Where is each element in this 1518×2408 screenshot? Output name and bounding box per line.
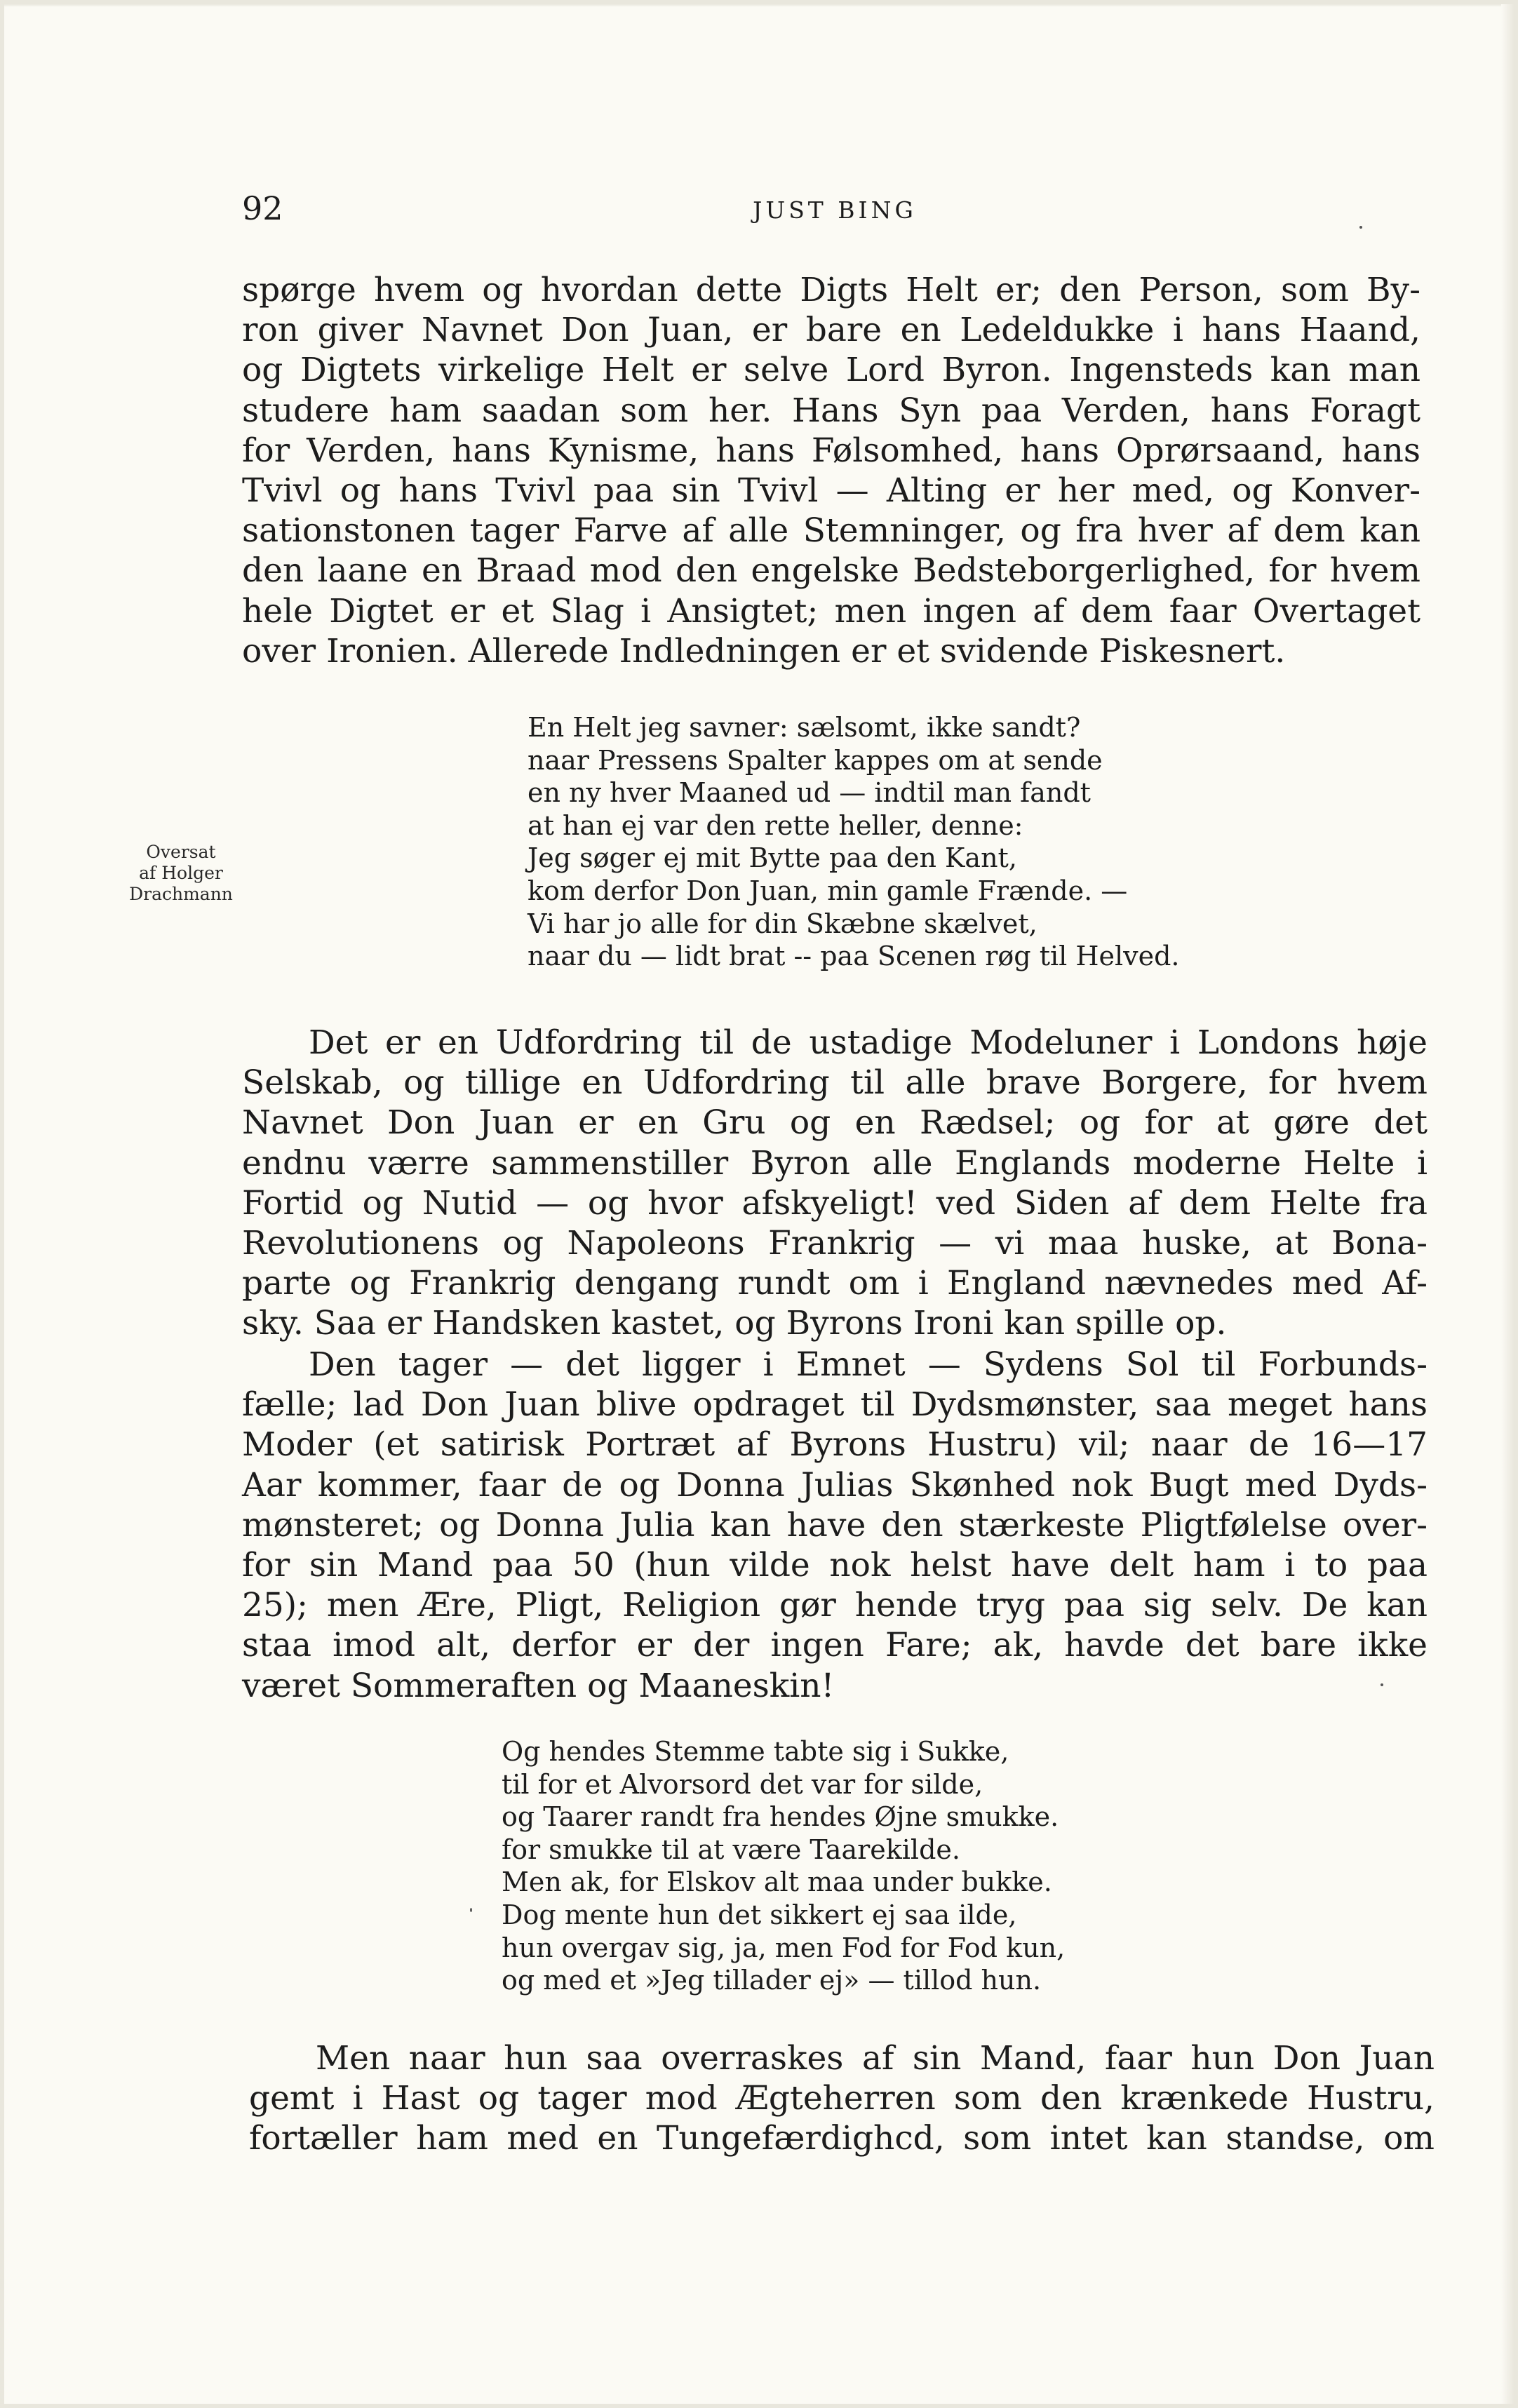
print-speck	[1381, 1683, 1383, 1686]
verse-line: naar du — lidt brat -- paa Scenen røg til Helved.	[528, 941, 1180, 972]
text-line: staa imod alt, derfor er der ingen Fare; ak, havde det bare ikke	[242, 1626, 1428, 1665]
text-line: været Sommeraften og Maaneskin!	[242, 1666, 835, 1705]
verse-quote-2	[502, 1735, 1065, 1997]
text-line: fortæller ham med en Tungefærdighcd, som intet kan standse, om	[249, 2119, 1435, 2158]
text-line: Revolutionens og Napoleons Frankrig — vi maa huske, at Bona-	[242, 1224, 1428, 1263]
verse-line: Men ak, for Elskov alt maa under bukke.	[502, 1866, 1052, 1898]
text-line: hele Digtet er et Slag i Ansigtet; men ingen af dem faar Overtaget	[242, 591, 1420, 631]
text-line: parte og Frankrig dengang rundt om i England nævnedes med Af-	[242, 1264, 1428, 1303]
text-line: gemt i Hast og tager mod Ægteherren som den krænkede Hustru,	[249, 2079, 1435, 2118]
text-line: Aar kommer, faar de og Donna Julias Skønhed nok Bugt med Dyds-	[242, 1465, 1428, 1505]
paragraph-2	[242, 1023, 1428, 1344]
text-line: 25); men Ære, Pligt, Religion gør hende tryg paa sig selv. De kan	[242, 1586, 1428, 1625]
verse-line: Vi har jo alle for din Skæbne skælvet,	[528, 908, 1037, 939]
verse-line: Jeg søger ej mit Bytte paa den Kant,	[528, 842, 1017, 874]
text-line: Selskab, og tillige en Udfordring til alle brave Borgere, for hvem	[242, 1063, 1428, 1103]
print-speck	[470, 1908, 472, 1912]
verse-line: at han ej var den rette heller, denne:	[528, 809, 1023, 841]
text-line: spørge hvem og hvordan dette Digts Helt er; den Person, som By-	[242, 271, 1420, 309]
paragraph-4	[249, 2038, 1435, 2159]
text-line: Tvivl og hans Tvivl paa sin Tvivl — Alting er her med, og Konver-	[242, 471, 1420, 511]
text-line: for sin Mand paa 50 (hun vilde nok helst have delt ham i to paa	[242, 1546, 1428, 1585]
text-line: fælle; lad Don Juan blive opdraget til Dydsmønster, saa meget hans	[242, 1385, 1428, 1425]
text-line: den laane en Braad mod den engelske Bedsteborgerlighed, for hvem	[242, 551, 1420, 591]
verse-line: til for et Alvorsord det var for silde,	[502, 1768, 983, 1800]
text-line: sationstonen tager Farve af alle Stemninger, og fra hver af dem kan	[242, 511, 1420, 551]
page-top-edge	[0, 0, 1518, 7]
page-right-edge	[1501, 0, 1518, 2408]
margin-note-line: Oversat	[146, 842, 216, 862]
text-line: over Ironien. Allerede Indledningen er et svidende Piskesnert.	[242, 631, 1286, 671]
verse-line: Dog mente hun det sikkert ej saa ilde,	[502, 1899, 1017, 1930]
verse-line: En Helt jeg savner: sælsomt, ikke sandt?	[528, 712, 1081, 743]
text-line: Fortid og Nutid — og hvor afskyeligt! ved Siden af dem Helte fra	[242, 1183, 1428, 1223]
text-line: endnu værre sammenstiller Byron alle Englands moderne Helte i	[242, 1143, 1428, 1183]
running-header	[242, 189, 1428, 231]
verse-line: og med et »Jeg tillader ej» — tillod hun.	[502, 1965, 1042, 1996]
verse-line: for smukke til at være Taarekilde.	[502, 1834, 960, 1865]
text-line: studere ham saadan som her. Hans Syn paa Verden, hans Foragt	[242, 391, 1420, 430]
header-title: JUST BING	[753, 196, 917, 224]
text-line: Men naar hun saa overraskes af sin Mand, faar hun Don Juan	[316, 2039, 1435, 2078]
text-line: sky. Saa er Handsken kastet, og Byrons Ironi kan spille op.	[242, 1304, 1227, 1343]
verse-line: hun overgav sig, ja, men Fod for Fod kun,	[502, 1932, 1066, 1963]
text-line: Det er en Udfordring til de ustadige Modeluner i Londons høje	[309, 1023, 1428, 1062]
verse-line: Og hendes Stemme tabte sig i Sukke,	[502, 1736, 1009, 1767]
page-number: 92	[242, 189, 283, 227]
text-line: og Digtets virkelige Helt er selve Lord Byron. Ingensteds kan man	[242, 351, 1420, 390]
print-speck	[1359, 226, 1362, 229]
margin-note	[118, 842, 244, 905]
verse-quote-1	[528, 711, 1180, 973]
margin-note-line: af Holger	[139, 863, 223, 883]
margin-note-line: Drachmann	[129, 884, 233, 904]
text-line: Den tager — det ligger i Emnet — Sydens Sol til Forbunds-	[309, 1345, 1428, 1384]
text-line: ron giver Navnet Don Juan, er bare en Ledeldukke i hans Haand,	[242, 311, 1420, 350]
verse-line: kom derfor Don Juan, min gamle Frænde. —	[528, 875, 1128, 906]
paragraph-3	[242, 1345, 1428, 1706]
paragraph-1	[242, 270, 1420, 671]
verse-line: naar Pressens Spalter kappes om at sende	[528, 744, 1103, 776]
text-line: Navnet Don Juan er en Gru og en Rædsel; og for at gøre det	[242, 1103, 1428, 1143]
text-line: mønsteret; og Donna Julia kan have den stærkeste Pligtfølelse over-	[242, 1505, 1428, 1545]
verse-line: en ny hver Maaned ud — indtil man fandt	[528, 777, 1091, 809]
text-line: for Verden, hans Kynisme, hans Følsomhed, hans Oprørsaand, hans	[242, 431, 1420, 470]
verse-line: og Taarer randt fra hendes Øjne smukke.	[502, 1801, 1059, 1833]
text-line: Moder (et satirisk Portræt af Byrons Hustru) vil; naar de 16—17	[242, 1425, 1428, 1465]
